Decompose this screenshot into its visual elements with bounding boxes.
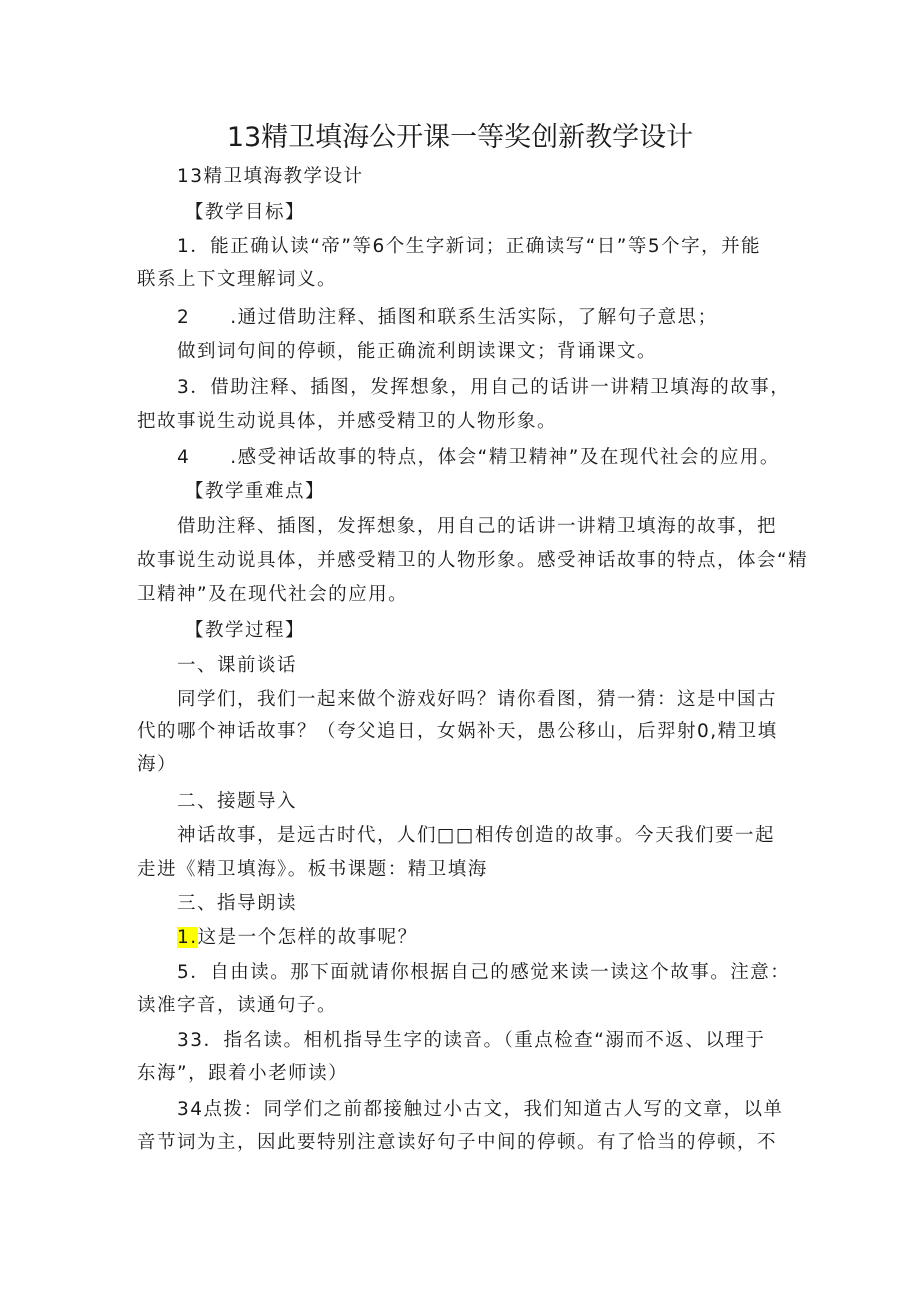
goal-3-line-1: 3．借助注释、插图，发挥想象，用自己的话讲一讲精卫填海的故事， <box>177 377 791 398</box>
section-1-line-1: 同学们，我们一起来做个游戏好吗？请你看图，猜一猜：这是中国古 <box>177 689 778 710</box>
question-1-text: 这是一个怎样的故事呢？ <box>197 927 418 948</box>
goal-1-line-2: 联系上下文理解词义。 <box>137 269 338 290</box>
section-2-line-1: 神话故事，是远古时代，人们□□相传创造的故事。今天我们要一起 <box>177 825 775 846</box>
goal-4-line: 4 .感受神话故事的特点，体会“精卫精神”及在现代社会的应用。 <box>177 447 780 468</box>
process-heading: 【教学过程】 <box>185 620 306 641</box>
goal-1-line-1: 1．能正确认读“帝”等6个生字新词；正确读写“日”等5个字，并能 <box>177 236 762 257</box>
step-33-line-1: 33．指名读。相机指导生字的读音。（重点检查“溺而不返、以理于 <box>177 1030 766 1051</box>
step-34-line-2: 音节词为主，因此要特别注意读好句子中间的停顿。有了恰当的停顿，不 <box>137 1132 778 1153</box>
step-5-line-1: 5．自由读。那下面就请你根据自己的感觉来读一读这个故事。注意： <box>177 962 791 983</box>
section-2-heading: 二、接题导入 <box>177 791 298 812</box>
section-1-line-3: 海） <box>137 754 178 775</box>
key-points-line-2: 故事说生动说具体，并感受精卫的人物形象。感受神话故事的特点，体会“精 <box>137 550 809 571</box>
goal-3-line-2: 把故事说生动说具体，并感受精卫的人物形象。 <box>137 411 558 432</box>
goals-heading: 【教学目标】 <box>185 202 306 223</box>
key-points-heading: 【教学重难点】 <box>185 481 326 502</box>
lesson-subtitle: 13精卫填海教学设计 <box>177 166 364 187</box>
step-5-line-2: 读准字音，读通句子。 <box>137 995 338 1016</box>
question-1-line <box>177 924 797 952</box>
section-1-heading: 一、课前谈话 <box>177 655 298 676</box>
key-points-line-3: 卫精神”及在现代社会的应用。 <box>137 584 409 605</box>
goal-2-line-2: 做到词句间的停顿，能正确流利朗读课文；背诵课文。 <box>177 341 658 362</box>
goal-2-line-1: 2 .通过借助注释、插图和联系生活实际，了解句子意思； <box>177 307 718 328</box>
step-33-line-2: 东海”，跟着小老师读） <box>137 1063 349 1084</box>
section-2-line-2: 走进《精卫填海》。板书课题：精卫填海 <box>137 859 488 880</box>
section-1-line-2: 代的哪个神话故事？（夸父追日，女娲补天，愚公移山，后羿射0,精卫填 <box>137 721 778 742</box>
step-34-line-1: 34点拨：同学们之前都接触过小古文，我们知道古人写的文章，以单 <box>177 1099 784 1120</box>
document-title: 13精卫填海公开课一等奖创新教学设计 <box>226 122 694 153</box>
section-3-heading: 三、指导朗读 <box>177 893 298 914</box>
highlighted-number: 1. <box>177 927 198 948</box>
key-points-line-1: 借助注释、插图，发挥想象，用自己的话讲一讲精卫填海的故事，把 <box>177 516 778 537</box>
